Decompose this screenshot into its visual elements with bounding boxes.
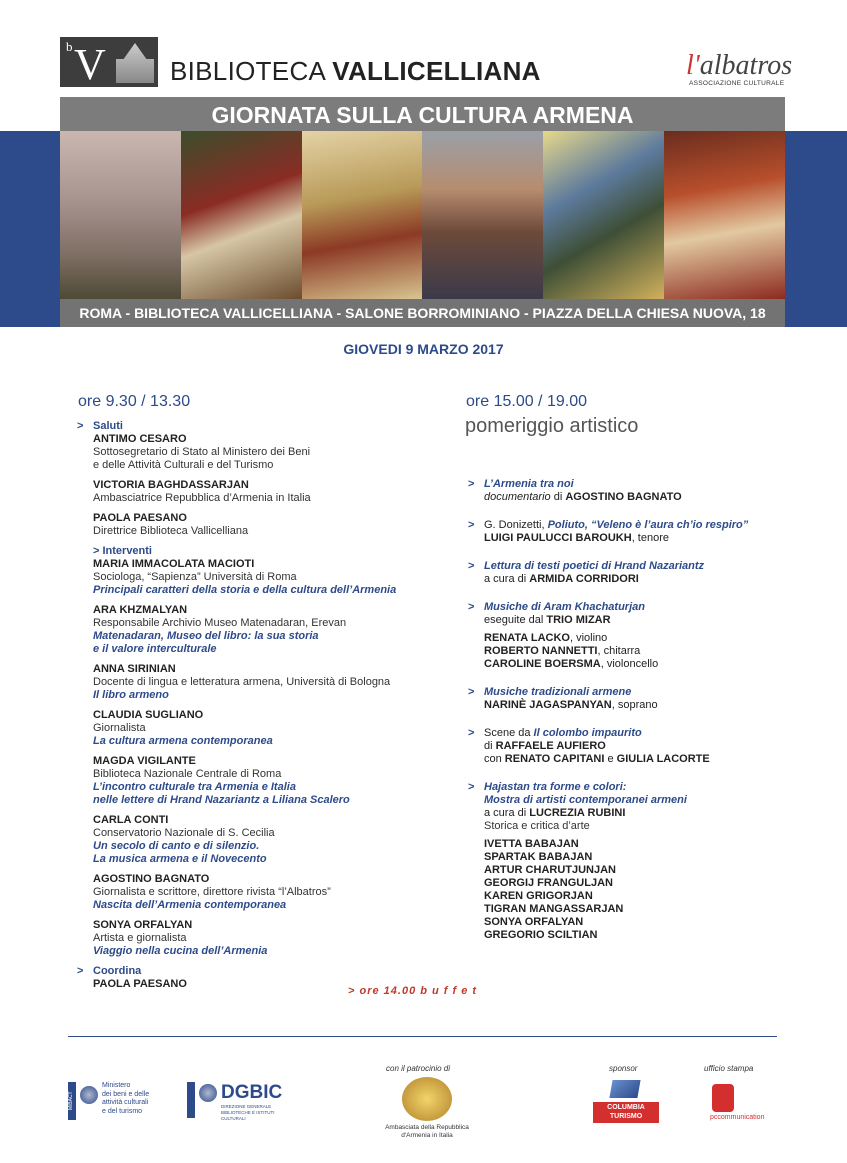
- mibact-logo: [68, 1082, 168, 1122]
- item-detail-plain: di: [550, 491, 566, 503]
- list-item: [93, 709, 453, 748]
- embassy-caption: [372, 1124, 482, 1140]
- arrow-icon: >: [468, 478, 475, 490]
- item-detail-plain: , soprano: [611, 699, 658, 711]
- item-title: Musiche di Aram Khachaturjan: [484, 601, 645, 613]
- item-title-line: [468, 601, 814, 614]
- event-date: GIOVEDI 9 MARZO 2017: [343, 341, 504, 357]
- list-item: [468, 601, 814, 671]
- speaker-role: Giornalista: [93, 722, 146, 734]
- mibact-text: [102, 1082, 149, 1116]
- coordina-label: [77, 965, 453, 978]
- item-pre: Scene da: [484, 727, 534, 739]
- pc-icon: [712, 1084, 734, 1112]
- speaker-role: Docente di lingua e letteratura armena, Università di Bologna: [93, 676, 391, 688]
- venue-bar: ROMA - BIBLIOTECA VALLICELLIANA - SALONE BORROMINIANO - PIAZZA DELLA CHIESA NUOVA, 18: [60, 299, 785, 327]
- item-title: Il colombo impaurito: [533, 727, 642, 739]
- member-name: CAROLINE BOERSMA: [484, 658, 601, 670]
- list-item: [93, 919, 453, 958]
- list-item: [93, 755, 453, 807]
- albatros-logo: [686, 50, 792, 82]
- curator-name: LUCREZIA RUBINI: [529, 807, 626, 819]
- dgbic-sub: [221, 1104, 297, 1122]
- columbia-turismo-logo: [593, 1080, 661, 1124]
- list-item: [93, 433, 453, 472]
- member-name: ROBERTO NANNETTI: [484, 645, 598, 657]
- logo-letter-b: b: [66, 39, 73, 54]
- mibact-line: e del turismo: [102, 1107, 143, 1115]
- list-item: [93, 479, 453, 505]
- blue-side-band-right: [785, 131, 847, 327]
- talk-title: La cultura armena contemporanea: [93, 735, 273, 747]
- item-title-line: [468, 519, 814, 532]
- item-detail-plain: e: [604, 753, 617, 765]
- arrow-icon: >: [468, 686, 475, 698]
- talk-title: L’incontro culturale tra Armenia e Italia: [93, 781, 296, 793]
- talk-title: Viaggio nella cucina dell’Armenia: [93, 945, 268, 957]
- item-title-line: [468, 727, 814, 740]
- speaker-role: Sottosegretario di Stato al Ministero dei Beni: [93, 446, 311, 458]
- arrow-icon: >: [77, 420, 84, 432]
- member-row: [484, 658, 814, 671]
- speaker-name: MARIA IMMACOLATA MACIOTI: [93, 558, 255, 570]
- morning-time: ore 9.30 / 13.30: [78, 393, 191, 410]
- item-detail-italic: documentario: [484, 491, 551, 503]
- item-title: Musiche tradizionali armene: [484, 686, 632, 698]
- blue-side-band-left: [0, 131, 60, 327]
- item-title-line: [468, 560, 814, 573]
- afternoon-time: ore 15.00 / 19.00: [466, 393, 587, 410]
- columbia-line: TURISMO: [609, 1113, 643, 1120]
- photo-folk-musicians: [181, 131, 302, 299]
- member-instrument: , violino: [569, 632, 608, 644]
- arrow-icon: >: [468, 560, 475, 572]
- list-item: [93, 604, 453, 656]
- item-detail: [484, 573, 814, 586]
- artist-name: TIGRAN MANGASSARJAN: [484, 903, 624, 915]
- mibact-tag: MiBACT: [68, 1082, 76, 1120]
- item-detail: [484, 807, 814, 820]
- press-office-label: ufficio stampa: [704, 1064, 754, 1073]
- italian-emblem-icon: [80, 1086, 98, 1104]
- item-title: L’Armenia tra noi: [484, 478, 574, 490]
- speaker-role: Responsabile Archivio Museo Matenadaran, Erevan: [93, 617, 347, 629]
- albatros-wordmark: albatros: [699, 50, 793, 81]
- saluti-label: [77, 420, 453, 433]
- item-detail-plain: , tenore: [631, 532, 669, 544]
- dgbic-sub-line: DIREZIONE GENERALE: [221, 1104, 272, 1109]
- speaker-role: Biblioteca Nazionale Centrale di Roma: [93, 768, 282, 780]
- item-detail: [484, 532, 814, 545]
- buffet-note: > ore 14.00 b u f f e t: [348, 985, 478, 997]
- speaker-role: Giornalista e scrittore, direttore rivista “l’Albatros”: [93, 886, 331, 898]
- list-item: [93, 512, 453, 538]
- interventi-label: > Interventi: [93, 545, 152, 557]
- flag-icon: [609, 1080, 640, 1098]
- item-detail-plain: eseguite dal: [484, 614, 547, 626]
- list-item: [93, 663, 453, 702]
- dgbic-text: DGBIC: [221, 1082, 283, 1103]
- list-item: [93, 814, 453, 866]
- item-detail: [484, 699, 814, 712]
- speaker-name: VICTORIA BAGHDASSARJAN: [93, 479, 249, 491]
- speaker-role: Direttrice Biblioteca Vallicelliana: [93, 525, 249, 537]
- patronage-label: con il patrocinio di: [386, 1064, 451, 1073]
- arrow-icon: >: [468, 601, 475, 613]
- list-item: [468, 727, 814, 766]
- item-detail-plain: a cura di: [484, 807, 530, 819]
- item-detail-plain: a cura di: [484, 573, 530, 585]
- item-pre: G. Donizetti,: [484, 519, 548, 531]
- member-instrument: , violoncello: [600, 658, 659, 670]
- item-detail: [484, 614, 814, 627]
- item-title: Mostra di artisti contemporanei armeni: [484, 794, 687, 806]
- library-name-light: BIBLIOTECA: [170, 56, 333, 86]
- item-detail-plain: con: [484, 753, 505, 765]
- performer-name: NARINÈ JAGASPANYAN: [484, 699, 612, 711]
- albatros-subtitle: ASSOCIAZIONE CULTURALE: [689, 80, 785, 87]
- list-item: [93, 558, 453, 597]
- performer-name: ARMIDA CORRIDORI: [529, 573, 639, 585]
- photo-portrait: [422, 131, 543, 299]
- coordina-text: Coordina: [93, 965, 142, 977]
- pc-communication-logo: [710, 1084, 780, 1124]
- talk-title: La musica armena e il Novecento: [93, 853, 267, 865]
- artist-name: ARTUR CHARUTJUNJAN: [484, 864, 616, 876]
- talk-title: Matenadaran, Museo del libro: la sua storia: [93, 630, 319, 642]
- embassy-line: Ambasciata della Repubblica: [385, 1124, 469, 1131]
- member-instrument: , chitarra: [597, 645, 641, 657]
- arrow-icon: >: [77, 965, 84, 977]
- talk-title: Nascita dell’Armenia contemporanea: [93, 899, 287, 911]
- biblioteca-logo: [60, 37, 158, 87]
- speaker-role: Ambasciatrice Repubblica d’Armenia in Italia: [93, 492, 311, 504]
- speaker-name: CLAUDIA SUGLIANO: [93, 709, 204, 721]
- dgbic-sub-line: BIBLIOTECHE E ISTITUTI CULTURALI: [221, 1110, 275, 1121]
- armenia-emblem-icon: [402, 1077, 452, 1121]
- sponsor-label: sponsor: [609, 1064, 638, 1073]
- afternoon-program: [468, 478, 814, 949]
- item-title-line: [468, 686, 814, 699]
- photo-manuscript: [302, 131, 423, 299]
- arrow-icon: >: [468, 727, 475, 739]
- performer-name: GIULIA LACORTE: [616, 753, 710, 765]
- dgbic-tag: [187, 1082, 195, 1118]
- speaker-role: Artista e giornalista: [93, 932, 187, 944]
- embassy-line: d'Armenia in Italia: [401, 1132, 453, 1139]
- artist-name: GREGORIO SCILTIAN: [484, 929, 598, 941]
- library-name: [170, 56, 541, 87]
- speaker-name: CARLA CONTI: [93, 814, 169, 826]
- speaker-name: ARA KHZMALYAN: [93, 604, 188, 616]
- arrow-icon: >: [468, 781, 475, 793]
- coordinator-name: PAOLA PAESANO: [93, 978, 187, 990]
- columbia-line: COLUMBIA: [607, 1104, 645, 1111]
- morning-program: [77, 420, 453, 991]
- mibact-line: attività culturali: [102, 1099, 149, 1106]
- talk-title: e il valore interculturale: [93, 643, 217, 655]
- speaker-role: Conservatorio Nazionale di S. Cecilia: [93, 827, 275, 839]
- item-title-line: [468, 781, 814, 794]
- performer-name: RENATO CAPITANI: [504, 753, 605, 765]
- item-title: Poliuto, “Veleno è l’aura ch’io respiro”: [547, 519, 749, 531]
- list-item: [468, 686, 814, 712]
- church-icon: [116, 43, 154, 83]
- library-name-bold: VALLICELLIANA: [332, 56, 541, 86]
- talk-title: Il libro armeno: [93, 689, 169, 701]
- photo-cuisine: [664, 131, 785, 299]
- columbia-text: [593, 1102, 659, 1123]
- list-item: [468, 519, 814, 545]
- mibact-line: dei beni e delle: [102, 1090, 150, 1098]
- item-detail: [484, 491, 814, 504]
- list-item: [468, 478, 814, 504]
- speaker-role: Sociologa, “Sapienza” Università di Roma: [93, 571, 297, 583]
- logo-letter-v: V: [74, 40, 106, 89]
- performer-name: TRIO MIZAR: [546, 614, 611, 626]
- performer-name: RAFFAELE AUFIERO: [495, 740, 606, 752]
- list-item: [93, 873, 453, 912]
- performer-name: LUIGI PAULUCCI BAROUKH: [484, 532, 632, 544]
- speaker-name: SONYA ORFALYAN: [93, 919, 193, 931]
- artist-name: SPARTAK BABAJAN: [484, 851, 593, 863]
- italian-emblem-icon: [199, 1084, 217, 1102]
- list-item: [468, 781, 814, 942]
- saluti-text: Saluti: [93, 420, 123, 432]
- list-item: [468, 560, 814, 586]
- albatros-apostrophe: l': [686, 50, 700, 81]
- talk-title: Principali caratteri della storia e della cultura dell’Armenia: [93, 584, 397, 596]
- event-title: GIORNATA SULLA CULTURA ARMENA: [60, 97, 785, 131]
- item-title: Lettura di testi poetici di Hrand Nazariantz: [484, 560, 705, 572]
- dgbic-logo: [187, 1080, 297, 1120]
- performer-name: AGOSTINO BAGNATO: [565, 491, 682, 503]
- item-detail: [484, 753, 814, 766]
- speaker-name: ANTIMO CESARO: [93, 433, 187, 445]
- speaker-name: PAOLA PAESANO: [93, 512, 187, 524]
- member-row: [484, 645, 814, 658]
- photo-mount-ararat: [60, 131, 181, 299]
- speaker-name: MAGDA VIGILANTE: [93, 755, 196, 767]
- speaker-name: AGOSTINO BAGNATO: [93, 873, 210, 885]
- item-title: Hajastan tra forme e colori:: [484, 781, 627, 793]
- photo-painting: [543, 131, 664, 299]
- mibact-line: Ministero: [102, 1082, 131, 1089]
- item-detail: [484, 740, 814, 753]
- speaker-role: e delle Attività Culturali e del Turismo: [93, 459, 274, 471]
- member-name: RENATA LACKO: [484, 632, 570, 644]
- arrow-icon: >: [468, 519, 475, 531]
- member-row: [484, 632, 814, 645]
- talk-title: nelle lettere di Hrand Nazariantz a Liliana Scalero: [93, 794, 350, 806]
- afternoon-subtitle: pomeriggio artistico: [465, 415, 639, 437]
- artist-name: SONYA ORFALYAN: [484, 916, 584, 928]
- speaker-name: ANNA SIRINIAN: [93, 663, 176, 675]
- pc-text: pccommunication: [710, 1114, 765, 1121]
- curator-role: Storica e critica d’arte: [484, 820, 590, 832]
- item-title-line: [468, 478, 814, 491]
- talk-title: Un secolo di canto e di silenzio.: [93, 840, 260, 852]
- photo-strip: [60, 131, 785, 299]
- artist-name: KAREN GRIGORJAN: [484, 890, 593, 902]
- footer-divider: [68, 1036, 777, 1037]
- artist-name: IVETTA BABAJAN: [484, 838, 579, 850]
- artist-name: GEORGIJ FRANGULJAN: [484, 877, 613, 889]
- item-detail-plain: di: [484, 740, 496, 752]
